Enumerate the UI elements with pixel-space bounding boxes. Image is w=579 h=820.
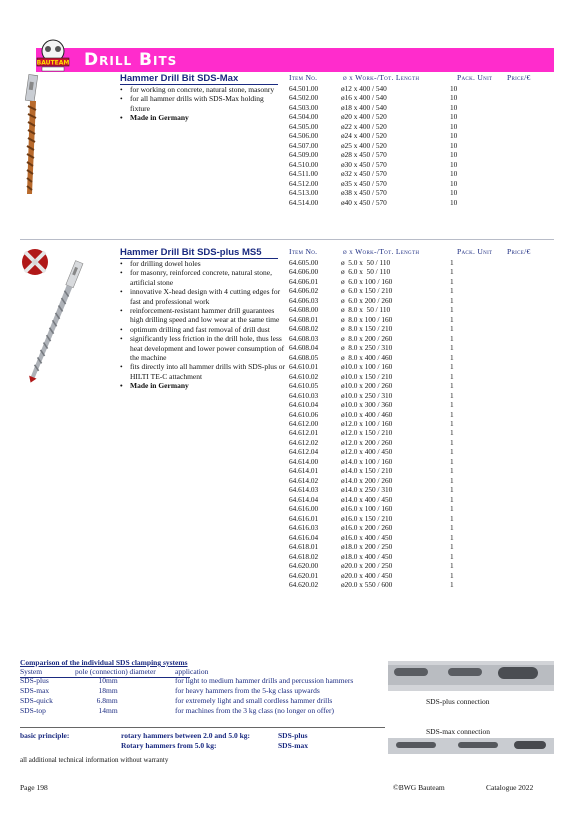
feature-bullet: • innovative X-head design with 4 cutting edges for fast and professional work bbox=[120, 287, 285, 306]
pack-unit: 1 bbox=[450, 523, 454, 533]
pack-unit: 1 bbox=[450, 333, 454, 343]
pole-diameter: 6.8 bbox=[96, 696, 106, 705]
pack-unit: 1 bbox=[450, 324, 454, 334]
pack-unit: 1 bbox=[450, 390, 454, 400]
size-spec: ø35 x 450 / 570 bbox=[341, 178, 387, 188]
size-spec: ø14.0 x 200 / 260 bbox=[341, 475, 393, 485]
feature-bullet: • Made in Germany bbox=[120, 381, 285, 390]
table-row bbox=[289, 495, 554, 504]
size-spec: ø18.0 x 200 / 250 bbox=[341, 542, 393, 552]
table-row bbox=[289, 141, 554, 150]
size-spec: ø16.0 x 200 / 260 bbox=[341, 523, 393, 533]
table-row bbox=[289, 179, 554, 188]
table-row bbox=[289, 561, 554, 570]
size-spec: ø 8.0 x 150 / 210 bbox=[341, 324, 393, 334]
section-divider bbox=[20, 239, 554, 240]
size-spec: ø20.0 x 400 / 450 bbox=[341, 570, 393, 580]
size-spec: ø 6.0 x 150 / 210 bbox=[341, 286, 393, 296]
item-number: 64.514.00 bbox=[289, 197, 319, 207]
table-row bbox=[289, 523, 554, 532]
application: for light to medium hammer drills and percussion hammers bbox=[175, 676, 354, 685]
size-spec: ø12.0 x 200 / 260 bbox=[341, 437, 393, 447]
sds-plus-caption: SDS-plus connection bbox=[426, 697, 490, 706]
comparison-row bbox=[20, 696, 390, 706]
pack-unit: 1 bbox=[450, 551, 454, 561]
col-pack: Pack. Unit bbox=[457, 73, 493, 82]
pack-unit: 10 bbox=[450, 178, 458, 188]
pack-unit: 10 bbox=[450, 112, 458, 122]
principle-rule bbox=[20, 727, 385, 728]
principle-value-1: SDS-plus bbox=[278, 731, 308, 740]
pack-unit: 10 bbox=[450, 121, 458, 131]
pack-unit: 1 bbox=[450, 276, 454, 286]
section2-title: Hammer Drill Bit SDS-plus MS5 bbox=[120, 247, 262, 258]
table-row bbox=[289, 131, 554, 140]
pack-unit: 10 bbox=[450, 93, 458, 103]
comparison-row bbox=[20, 706, 390, 716]
pack-unit: 1 bbox=[450, 504, 454, 514]
feature-bullet: • for working on concrete, natural stone, masonry bbox=[120, 85, 283, 94]
table-row bbox=[289, 466, 554, 475]
table-row bbox=[289, 428, 554, 437]
section1-bullets bbox=[120, 85, 283, 123]
table-row bbox=[289, 112, 554, 121]
size-spec: ø10.0 x 300 / 360 bbox=[341, 400, 393, 410]
table-row bbox=[289, 438, 554, 447]
table-row bbox=[289, 485, 554, 494]
size-spec: ø 8.0 x 250 / 310 bbox=[341, 343, 393, 353]
application: for heavy hammers from the 5-kg class upwards bbox=[175, 686, 320, 695]
pack-unit: 1 bbox=[450, 475, 454, 485]
col-price: Price/€ bbox=[507, 247, 531, 256]
pack-unit: 10 bbox=[450, 84, 458, 93]
pack-unit: 10 bbox=[450, 140, 458, 150]
pack-unit: 1 bbox=[450, 418, 454, 428]
size-spec: ø20.0 x 550 / 600 bbox=[341, 579, 393, 589]
size-spec: ø 8.0 x 100 / 160 bbox=[341, 314, 393, 324]
item-number: 64.506.00 bbox=[289, 131, 319, 141]
pack-unit: 1 bbox=[450, 579, 454, 589]
principle-label: basic principle: bbox=[20, 731, 70, 740]
item-number: 64.608.03 bbox=[289, 333, 319, 343]
pack-unit: 1 bbox=[450, 343, 454, 353]
item-number: 64.608.04 bbox=[289, 343, 319, 353]
size-spec: ø14.0 x 100 / 160 bbox=[341, 456, 393, 466]
warranty-note: all additional technical information without warranty bbox=[20, 756, 169, 764]
size-spec: ø10.0 x 150 / 210 bbox=[341, 371, 393, 381]
table-row bbox=[289, 93, 554, 102]
section1-title: Hammer Drill Bit SDS-Max bbox=[120, 73, 239, 84]
table-row bbox=[289, 305, 554, 314]
table-row bbox=[289, 514, 554, 523]
section2-table-header bbox=[289, 247, 554, 257]
size-spec: ø10.0 x 100 / 160 bbox=[341, 362, 393, 372]
table-row bbox=[289, 381, 554, 390]
table-row bbox=[289, 362, 554, 371]
table-row bbox=[289, 447, 554, 456]
size-spec: ø18.0 x 400 / 450 bbox=[341, 551, 393, 561]
pole-diameter: 18 bbox=[98, 686, 106, 695]
pack-unit: 10 bbox=[450, 102, 458, 112]
pack-unit: 1 bbox=[450, 447, 454, 457]
col-price: Price/€ bbox=[507, 73, 531, 82]
size-spec: ø16.0 x 400 / 450 bbox=[341, 532, 393, 542]
pack-unit: 1 bbox=[450, 428, 454, 438]
table-row bbox=[289, 267, 554, 276]
size-spec: ø22 x 400 / 520 bbox=[341, 121, 387, 131]
item-number: 64.610.06 bbox=[289, 409, 319, 419]
item-number: 64.610.05 bbox=[289, 381, 319, 391]
principle-value-2: SDS-max bbox=[278, 741, 309, 750]
item-number: 64.606.00 bbox=[289, 267, 319, 277]
item-number: 64.620.01 bbox=[289, 570, 319, 580]
item-number: 64.505.00 bbox=[289, 121, 319, 131]
size-spec: ø 8.0 x 50 / 110 bbox=[341, 305, 391, 315]
table-row bbox=[289, 188, 554, 197]
pack-unit: 1 bbox=[450, 437, 454, 447]
size-spec: ø 6.0 x 50 / 110 bbox=[341, 267, 391, 277]
table-row bbox=[289, 296, 554, 305]
item-number: 64.616.04 bbox=[289, 532, 319, 542]
col-pole-diameter: pole (connection) diameter bbox=[75, 667, 156, 676]
sds-plus-connection-image bbox=[388, 655, 554, 695]
item-number: 64.513.00 bbox=[289, 188, 319, 198]
item-number: 64.610.01 bbox=[289, 362, 319, 372]
pack-unit: 1 bbox=[450, 362, 454, 372]
col-size: ø x Work-/Tot. Length bbox=[343, 73, 420, 82]
table-row bbox=[289, 169, 554, 178]
feature-bullet: • Made in Germany bbox=[120, 113, 283, 122]
item-number: 64.606.02 bbox=[289, 286, 319, 296]
feature-bullet: • optimum drilling and fast removal of drill dust bbox=[120, 325, 285, 334]
size-spec: ø14.0 x 400 / 450 bbox=[341, 494, 393, 504]
application: for extremely light and small cordless hammer drills bbox=[175, 696, 333, 705]
sds-max-connection-image bbox=[388, 736, 554, 756]
table-row bbox=[289, 410, 554, 419]
item-number: 64.608.02 bbox=[289, 324, 319, 334]
sds-plus-drill-image bbox=[24, 255, 84, 390]
table-row bbox=[289, 580, 554, 589]
feature-bullet: • fits directly into all hammer drills with SDS-plus or HILTI TE-C attachment bbox=[120, 362, 285, 381]
footer-brand: ©BWG Bauteam bbox=[393, 783, 445, 792]
pole-diameter: 14 bbox=[98, 706, 106, 715]
feature-bullet: • for masonry, reinforced concrete, natural stone, artificial stone bbox=[120, 268, 285, 287]
table-row bbox=[289, 315, 554, 324]
item-number: 64.610.04 bbox=[289, 400, 319, 410]
pack-unit: 1 bbox=[450, 494, 454, 504]
size-spec: ø16 x 400 / 540 bbox=[341, 93, 387, 103]
size-spec: ø14.0 x 250 / 310 bbox=[341, 485, 393, 495]
table-row bbox=[289, 150, 554, 159]
size-spec: ø10.0 x 200 / 260 bbox=[341, 381, 393, 391]
sds-max-drill-image bbox=[20, 74, 46, 196]
table-row bbox=[289, 400, 554, 409]
size-spec: ø12.0 x 150 / 210 bbox=[341, 428, 393, 438]
size-spec: ø28 x 450 / 570 bbox=[341, 150, 387, 160]
pack-unit: 1 bbox=[450, 532, 454, 542]
table-row bbox=[289, 198, 554, 207]
pack-unit: 1 bbox=[450, 381, 454, 391]
table-row bbox=[289, 277, 554, 286]
table-row bbox=[289, 419, 554, 428]
item-number: 64.614.01 bbox=[289, 466, 319, 476]
pack-unit: 1 bbox=[450, 409, 454, 419]
table-row bbox=[289, 391, 554, 400]
table-row bbox=[289, 343, 554, 352]
item-number: 64.507.00 bbox=[289, 140, 319, 150]
pack-unit: 1 bbox=[450, 456, 454, 466]
unit: mm bbox=[106, 696, 118, 705]
item-number: 64.616.03 bbox=[289, 523, 319, 533]
principle-line-2: Rotary hammers from 5.0 kg: bbox=[121, 741, 217, 750]
col-system: System bbox=[20, 667, 43, 676]
item-number: 64.511.00 bbox=[289, 169, 318, 179]
item-number: 64.618.01 bbox=[289, 542, 319, 552]
system-name: SDS-quick bbox=[20, 696, 53, 705]
table-row bbox=[289, 476, 554, 485]
pack-unit: 10 bbox=[450, 150, 458, 160]
item-number: 64.608.01 bbox=[289, 314, 319, 324]
col-application: application bbox=[175, 667, 209, 676]
section1-table-header bbox=[289, 73, 554, 83]
size-spec: ø10.0 x 250 / 310 bbox=[341, 390, 393, 400]
item-number: 64.503.00 bbox=[289, 102, 319, 112]
size-spec: ø 8.0 x 400 / 460 bbox=[341, 352, 393, 362]
table-row bbox=[289, 103, 554, 112]
size-spec: ø16.0 x 150 / 210 bbox=[341, 513, 393, 523]
pack-unit: 1 bbox=[450, 542, 454, 552]
size-spec: ø38 x 450 / 570 bbox=[341, 188, 387, 198]
feature-bullet: • for all hammer drills with SDS-Max holding fixture bbox=[120, 94, 283, 113]
pack-unit: 1 bbox=[450, 352, 454, 362]
item-number: 64.501.00 bbox=[289, 84, 319, 93]
size-spec: ø 8.0 x 200 / 260 bbox=[341, 333, 393, 343]
feature-bullet: • reinforcement-resistant hammer drill guarantees high drilling speed and low wear at the same time bbox=[120, 306, 285, 325]
bwg-logo-icon bbox=[36, 38, 70, 72]
pack-unit: 1 bbox=[450, 286, 454, 296]
item-number: 64.614.03 bbox=[289, 485, 319, 495]
pack-unit: 10 bbox=[450, 131, 458, 141]
item-number: 64.504.00 bbox=[289, 112, 319, 122]
size-spec: ø12.0 x 100 / 160 bbox=[341, 418, 393, 428]
item-number: 64.612.02 bbox=[289, 437, 319, 447]
item-number: 64.614.00 bbox=[289, 456, 319, 466]
section2-bullets bbox=[120, 259, 285, 391]
unit: mm bbox=[106, 686, 118, 695]
feature-bullet: • significantly less friction in the drill hole, thus less heat development and lower power consumption of the machine bbox=[120, 334, 285, 362]
table-row bbox=[289, 84, 554, 93]
item-number: 64.610.02 bbox=[289, 371, 319, 381]
table-row bbox=[289, 457, 554, 466]
item-number: 64.612.00 bbox=[289, 418, 319, 428]
unit: mm bbox=[106, 676, 118, 685]
item-number: 64.618.02 bbox=[289, 551, 319, 561]
table-row bbox=[289, 286, 554, 295]
principle-line-1: rotary hammers between 2.0 and 5.0 kg: bbox=[121, 731, 251, 740]
size-spec: ø14.0 x 150 / 210 bbox=[341, 466, 393, 476]
table-row bbox=[289, 353, 554, 362]
footer-catalogue: Catalogue 2022 bbox=[486, 783, 534, 792]
table-row bbox=[289, 372, 554, 381]
pack-unit: 10 bbox=[450, 159, 458, 169]
table-row bbox=[289, 504, 554, 513]
pack-unit: 1 bbox=[450, 371, 454, 381]
item-number: 64.614.04 bbox=[289, 494, 319, 504]
item-number: 64.606.01 bbox=[289, 276, 319, 286]
size-spec: ø32 x 450 / 570 bbox=[341, 169, 387, 179]
item-number: 64.616.00 bbox=[289, 504, 319, 514]
item-number: 64.616.01 bbox=[289, 513, 319, 523]
size-spec: ø 5.0 x 50 / 110 bbox=[341, 258, 391, 267]
item-number: 64.614.02 bbox=[289, 475, 319, 485]
item-number: 64.620.02 bbox=[289, 579, 319, 589]
pack-unit: 1 bbox=[450, 295, 454, 305]
item-number: 64.620.00 bbox=[289, 561, 319, 571]
table-row bbox=[289, 571, 554, 580]
item-number: 64.612.01 bbox=[289, 428, 319, 438]
pack-unit: 10 bbox=[450, 169, 458, 179]
size-spec: ø12 x 400 / 540 bbox=[341, 84, 387, 93]
pack-unit: 1 bbox=[450, 314, 454, 324]
pack-unit: 1 bbox=[450, 513, 454, 523]
size-spec: ø20.0 x 200 / 250 bbox=[341, 561, 393, 571]
item-number: 64.610.03 bbox=[289, 390, 319, 400]
pack-unit: 1 bbox=[450, 258, 454, 267]
item-number: 64.510.00 bbox=[289, 159, 319, 169]
size-spec: ø40 x 450 / 570 bbox=[341, 197, 387, 207]
system-name: SDS-max bbox=[20, 686, 50, 695]
table-row bbox=[289, 258, 554, 267]
item-number: 64.502.00 bbox=[289, 93, 319, 103]
comparison-title: Comparison of the individual SDS clamping systems bbox=[20, 658, 188, 667]
pack-unit: 1 bbox=[450, 466, 454, 476]
system-name: SDS-plus bbox=[20, 676, 49, 685]
pack-unit: 10 bbox=[450, 197, 458, 207]
pack-unit: 1 bbox=[450, 561, 454, 571]
item-number: 64.512.00 bbox=[289, 178, 319, 188]
size-spec: ø18 x 400 / 540 bbox=[341, 102, 387, 112]
table-row bbox=[289, 334, 554, 343]
table-row bbox=[289, 324, 554, 333]
pack-unit: 1 bbox=[450, 485, 454, 495]
size-spec: ø16.0 x 100 / 160 bbox=[341, 504, 393, 514]
item-number: 64.608.05 bbox=[289, 352, 319, 362]
pack-unit: 1 bbox=[450, 267, 454, 277]
table-row bbox=[289, 552, 554, 561]
size-spec: ø12.0 x 400 / 450 bbox=[341, 447, 393, 457]
page-number: Page 198 bbox=[20, 783, 48, 792]
item-number: 64.605.00 bbox=[289, 258, 319, 267]
pack-unit: 1 bbox=[450, 570, 454, 580]
svg-text:BAUTEAM: BAUTEAM bbox=[36, 59, 70, 67]
comparison-row bbox=[20, 686, 390, 696]
pack-unit: 10 bbox=[450, 188, 458, 198]
pole-diameter: 10 bbox=[98, 676, 106, 685]
item-number: 64.612.04 bbox=[289, 447, 319, 457]
application: for machines from the 3 kg class (no longer on offer) bbox=[175, 706, 334, 715]
sds-max-caption: SDS-max connection bbox=[426, 727, 490, 736]
col-pack: Pack. Unit bbox=[457, 247, 493, 256]
size-spec: ø20 x 400 / 520 bbox=[341, 112, 387, 122]
item-number: 64.608.00 bbox=[289, 305, 319, 315]
size-spec: ø10.0 x 400 / 460 bbox=[341, 409, 393, 419]
col-item-no: Item No. bbox=[289, 247, 318, 256]
item-number: 64.509.00 bbox=[289, 150, 319, 160]
size-spec: ø30 x 450 / 570 bbox=[341, 159, 387, 169]
col-item-no: Item No. bbox=[289, 73, 318, 82]
size-spec: ø 6.0 x 100 / 160 bbox=[341, 276, 393, 286]
table-row bbox=[289, 533, 554, 542]
item-number: 64.606.03 bbox=[289, 295, 319, 305]
feature-bullet: • for drilling dowel holes bbox=[120, 259, 285, 268]
size-spec: ø25 x 400 / 520 bbox=[341, 140, 387, 150]
unit: mm bbox=[106, 706, 118, 715]
table-row bbox=[289, 160, 554, 169]
pack-unit: 1 bbox=[450, 305, 454, 315]
col-size: ø x Work-/Tot. Length bbox=[343, 247, 420, 256]
comparison-row bbox=[20, 676, 390, 686]
size-spec: ø24 x 400 / 520 bbox=[341, 131, 387, 141]
page-title: Drill Bits bbox=[84, 50, 178, 70]
table-row bbox=[289, 122, 554, 131]
pack-unit: 1 bbox=[450, 400, 454, 410]
system-name: SDS-top bbox=[20, 706, 46, 715]
size-spec: ø 6.0 x 200 / 260 bbox=[341, 295, 393, 305]
table-row bbox=[289, 542, 554, 551]
